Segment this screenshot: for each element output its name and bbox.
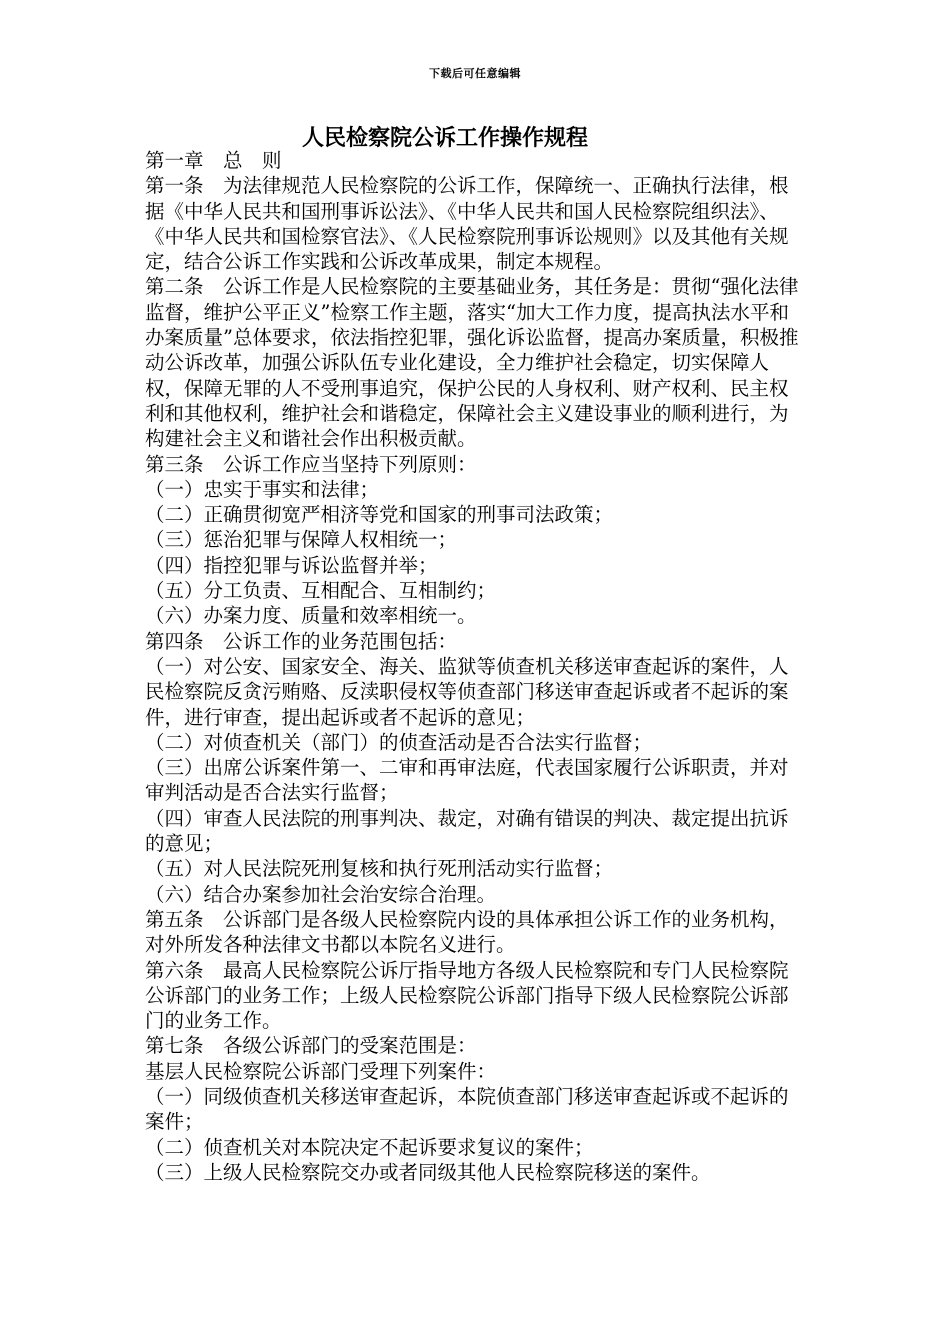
list-item: （三）上级人民检察院交办或者同级其他人民检察院移送的案件。 — [145, 1160, 711, 1184]
document-body — [145, 148, 805, 1185]
list-item: （四）审查人民法院的刑事判决、裁定，对确有错误的判决、裁定提出抗诉的意见； — [145, 806, 789, 856]
article-7: 第七条 各级公诉部门的受案范围是： — [145, 1034, 477, 1058]
chapter-heading: 第一章 总 则 — [145, 149, 282, 172]
document-title: 人民检察院公诉工作操作规程 — [301, 126, 588, 151]
sub-heading: 基层人民检察院公诉部门受理下列案件： — [145, 1059, 497, 1083]
list-item: （三）出席公诉案件第一、二审和再审法庭，代表国家履行公诉职责，并对审判活动是否合法实行监督； — [145, 756, 789, 805]
list-item: （五）对人民法院死刑复核和执行死刑活动实行监督； — [145, 857, 614, 881]
article-2: 第二条 公诉工作是人民检察院的主要基础业务，其任务是：贯彻“强化法律监督，维护公平正义”检察工作主题，落实“加大工作力度，提高执法水平和办案质量”总体要求，依法指控犯罪，强化诉讼监督，提高办案质量，积极推动公诉改革，加强公诉队伍专业化建设，全力维护社会稳定，切实保障人权，保障无罪的人不受刑事追究，保护公民的人身权利、财产权利、民主权利和其他权利，维护社会和谐稳定，保障社会主义建设事业的顺利进行，为构建社会主义和谐社会作出积极贡献。 — [145, 275, 799, 451]
list-item: （四）指控犯罪与诉讼监督并举； — [145, 553, 438, 577]
article-5: 第五条 公诉部门是各级人民检察院内设的具体承担公诉工作的业务机构，对外所发各种法律文书都以本院名义进行。 — [145, 907, 789, 957]
article-1: 第一条 为法律规范人民检察院的公诉工作，保障统一、正确执行法律，根据《中华人民共和国刑事诉讼法》、《中华人民共和国人民检察院组织法》、《中华人民共和国检察官法》、《人民检察院刑事诉讼规则》以及其他有关规定，结合公诉工作实践和公诉改革成果，制定本规程。 — [145, 174, 789, 274]
list-item: （二）正确贯彻宽严相济等党和国家的刑事司法政策； — [145, 503, 614, 527]
list-item: （六）结合办案参加社会治安综合治理。 — [145, 882, 497, 906]
article-6: 第六条 最高人民检察院公诉厅指导地方各级人民检察院和专门人民检察院公诉部门的业务工作；上级人民检察院公诉部门指导下级人民检察院公诉部门的业务工作。 — [145, 958, 789, 1033]
list-item: （六）办案力度、质量和效率相统一。 — [145, 604, 477, 628]
list-item: （一）忠实于事实和法律； — [145, 477, 380, 501]
download-note: 下载后可任意编辑 — [429, 67, 521, 80]
article-4: 第四条 公诉工作的业务范围包括： — [145, 629, 458, 653]
list-item: （一）对公安、国家安全、海关、监狱等侦查机关移送审查起诉的案件，人民检察院反贪污贿赂、反渎职侵权等侦查部门移送审查起诉或者不起诉的案件，进行审查，提出起诉或者不起诉的意见； — [145, 654, 789, 729]
list-item: （二）侦查机关对本院决定不起诉要求复议的案件； — [145, 1135, 594, 1159]
article-3: 第三条 公诉工作应当坚持下列原则： — [145, 452, 477, 476]
list-item: （五）分工负责、互相配合、互相制约； — [145, 579, 497, 603]
list-item: （三）惩治犯罪与保障人权相统一； — [145, 528, 458, 552]
list-item: （一）同级侦查机关移送审查起诉，本院侦查部门移送审查起诉或不起诉的案件； — [145, 1084, 789, 1134]
list-item: （二）对侦查机关（部门）的侦查活动是否合法实行监督； — [145, 730, 653, 754]
